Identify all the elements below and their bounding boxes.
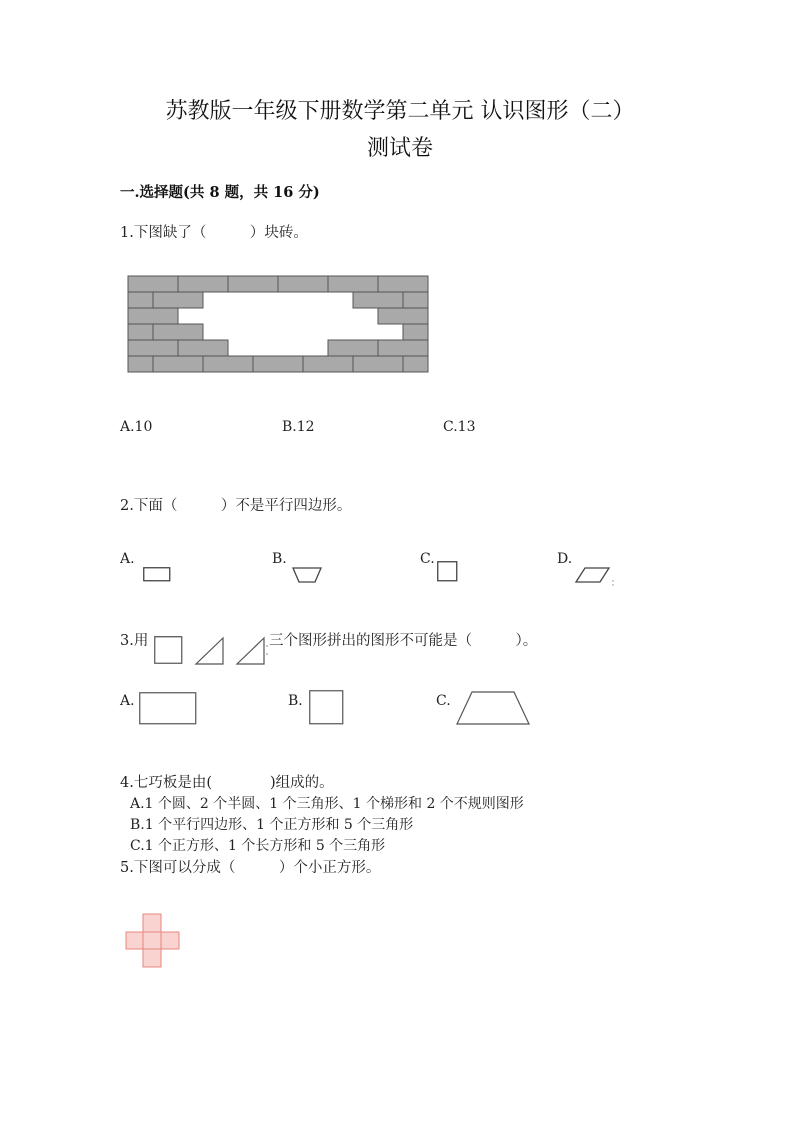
q3-triangle-piece-1 <box>195 637 225 665</box>
question-4-text: 4.七巧板是由( )组成的。 <box>120 775 334 791</box>
q2-trapezoid-shape <box>292 567 322 583</box>
q4-option-b[interactable]: B.1 个平行四边形、1 个正方形和 5 个三角形 <box>130 817 414 833</box>
question-3-prefix: 3.用 <box>120 633 149 649</box>
question-2-text: 2.下面（ ）不是平行四边形。 <box>120 498 352 514</box>
q2-parallelogram-shape <box>575 567 615 587</box>
q2-square-shape <box>437 561 458 582</box>
q3-triangle-piece-2 <box>236 637 270 665</box>
q3-option-b[interactable]: B. <box>288 693 303 709</box>
q2-option-d[interactable]: D. <box>557 551 573 567</box>
q1-option-c[interactable]: C.13 <box>443 419 476 435</box>
section-heading: 一.选择题(共 8 题，共 16 分) <box>120 184 320 201</box>
page-title-line2: 测试卷 <box>366 136 433 161</box>
q2-rectangle-shape <box>143 567 171 582</box>
brick-wall-figure <box>127 275 429 373</box>
q1-option-b[interactable]: B.12 <box>282 419 315 435</box>
q2-option-a[interactable]: A. <box>120 551 135 567</box>
q3-square-piece <box>154 636 183 664</box>
q3-option-a[interactable]: A. <box>120 693 135 709</box>
q1-option-a[interactable]: A.10 <box>120 419 153 435</box>
q3-trapezoid-shape <box>455 691 531 725</box>
q4-option-a[interactable]: A.1 个圆、2 个半圆、1 个三角形、1 个梯形和 2 个不规则图形 <box>130 796 524 812</box>
q4-option-c[interactable]: C.1 个正方形、1 个长方形和 5 个三角形 <box>130 838 386 854</box>
q3-option-c[interactable]: C. <box>436 693 451 709</box>
page-title: 苏教版一年级下册数学第二单元 认识图形（二） <box>165 99 635 124</box>
cross-shape-figure <box>125 913 181 969</box>
q2-option-c[interactable]: C. <box>420 551 435 567</box>
question-1-text: 1.下图缺了（ ）块砖。 <box>120 225 308 241</box>
q2-option-b[interactable]: B. <box>272 551 287 567</box>
question-3-suffix: 三个图形拼出的图形不可能是（ ）。 <box>269 633 538 649</box>
question-5-text: 5.下图可以分成（ ）个小正方形。 <box>120 860 381 876</box>
q3-rectangle-shape <box>139 692 197 725</box>
q3-square-shape <box>309 690 344 725</box>
